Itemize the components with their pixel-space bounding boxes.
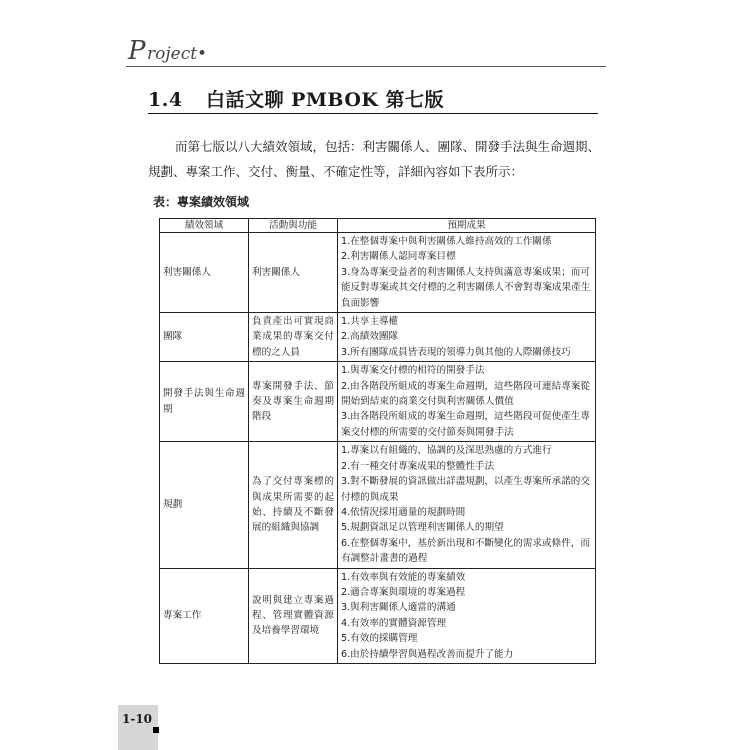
outcome-item: 3.由各階段所組成的專案生命週期，這些階段可促使產生專案交付標的所需要的交付節奏與開發手法 — [341, 411, 590, 438]
outcome-item: 6.由於持續學習與過程改善而提升了能力 — [341, 648, 514, 660]
outcome-item: 3.所有團隊成員皆表現的領導力與其他的人際關係技巧 — [341, 346, 571, 358]
outcome-item: 1.在整個專案中與利害關係人維持高效的工作關係 — [341, 236, 552, 247]
domain-cell: 利害關係人 — [160, 233, 249, 313]
activity-cell: 專案開發手法、節奏及專案生命週期階段 — [249, 362, 338, 442]
section-number: 1.4 — [148, 89, 183, 111]
outcome-item: 3.身為專案受益者的利害關係人支持與滿意專案成果；而可能反對專案或其交付標的之利害關係人不會對專案成果產生負面影響 — [341, 266, 591, 309]
outcome-item: 1.與專案交付標的相符的開發手法 — [341, 365, 485, 377]
section-title: 白話文聊 PMBOK 第七版 — [206, 89, 445, 111]
table-body — [160, 233, 596, 664]
outcomes-cell — [338, 233, 596, 313]
outcomes-cell — [338, 362, 596, 442]
header-domain: 績效領域 — [160, 219, 249, 233]
domain-cell: 專案工作 — [160, 568, 249, 663]
title-rule — [148, 113, 598, 114]
activity-cell: 說明與建立專案過程、管理實體資源及培養學習環境 — [249, 568, 338, 663]
outcome-item: 3.與利害關係人適當的溝通 — [341, 602, 456, 614]
outcome-item: 1.共享主導權 — [341, 316, 399, 328]
activity-cell: 負責產出可實現商業成果的專案交付標的之人員 — [249, 313, 338, 362]
outcome-item: 5.規劃資訊足以管理利害關係人的期望 — [341, 522, 504, 534]
outcome-item: 2.有一種交付專案成果的整體性手法 — [341, 460, 495, 472]
domain-cell: 規劃 — [160, 442, 249, 568]
outcome-item: 2.高績效團隊 — [341, 331, 399, 343]
header-rule — [126, 66, 606, 67]
section-heading — [148, 85, 598, 115]
outcome-item: 2.由各階段所組成的專案生命週期，這些階段可連結專案從開始到結束的商業交付與利害關係人價值 — [341, 380, 590, 408]
outcomes-cell — [338, 568, 596, 663]
header-outcomes: 預期成果 — [338, 219, 596, 233]
table-row — [160, 233, 596, 313]
header-activity: 活動與功能 — [249, 219, 338, 233]
table-row — [160, 362, 596, 442]
performance-domain-table — [159, 218, 596, 664]
table-row — [160, 568, 596, 663]
svg-text:P: P — [128, 36, 146, 66]
outcome-item: 4.依情況採用適量的規劃時間 — [341, 506, 466, 518]
table-caption: 表：專案績效領域 — [153, 195, 250, 209]
outcome-item: 2.適合專案與環境的專案過程 — [341, 586, 466, 598]
svg-text:roject•: roject• — [147, 44, 208, 64]
outcome-item: 3.對不斷發展的資訊做出詳盡規劃，以產生專案所承諾的交付標的與成果 — [341, 476, 590, 503]
outcome-item: 6.在整個專案中，基於新出現和不斷變化的需求或條件，而有調整計畫書的過程 — [341, 537, 590, 565]
outcomes-cell — [338, 442, 596, 568]
project-logo-graphic — [126, 28, 246, 68]
domain-cell: 團隊 — [160, 313, 249, 362]
table-row — [160, 313, 596, 362]
outcomes-cell — [338, 313, 596, 362]
table-header-row — [160, 219, 596, 233]
outcome-item: 5.有效的採購管理 — [341, 633, 418, 645]
domain-cell: 開發手法與生命週期 — [160, 362, 249, 442]
page-number: 1-10 — [122, 712, 153, 726]
activity-cell: 利害關係人 — [249, 233, 338, 313]
outcome-item: 4.有效率的實體資源管理 — [341, 617, 447, 629]
outcome-item: 1.有效率與有效能的專案績效 — [341, 571, 466, 583]
intro-paragraph: 而第七版以八大績效領域，包括：利害關係人、團隊、開發手法與生命週期、規劃、專案工作、交付、衡量、不確定性等，詳細內容如下表所示： — [148, 139, 601, 179]
activity-cell: 為了交付專案標的與成果所需要的起始、持續及不斷發展的組織與協調 — [249, 442, 338, 568]
table-row — [160, 442, 596, 568]
outcome-item: 1.專案以有組織的、協調的及深思熟慮的方式進行 — [341, 445, 552, 457]
outcome-item: 2.利害關係人認同專案目標 — [341, 251, 456, 263]
page-marker-square — [153, 727, 159, 733]
